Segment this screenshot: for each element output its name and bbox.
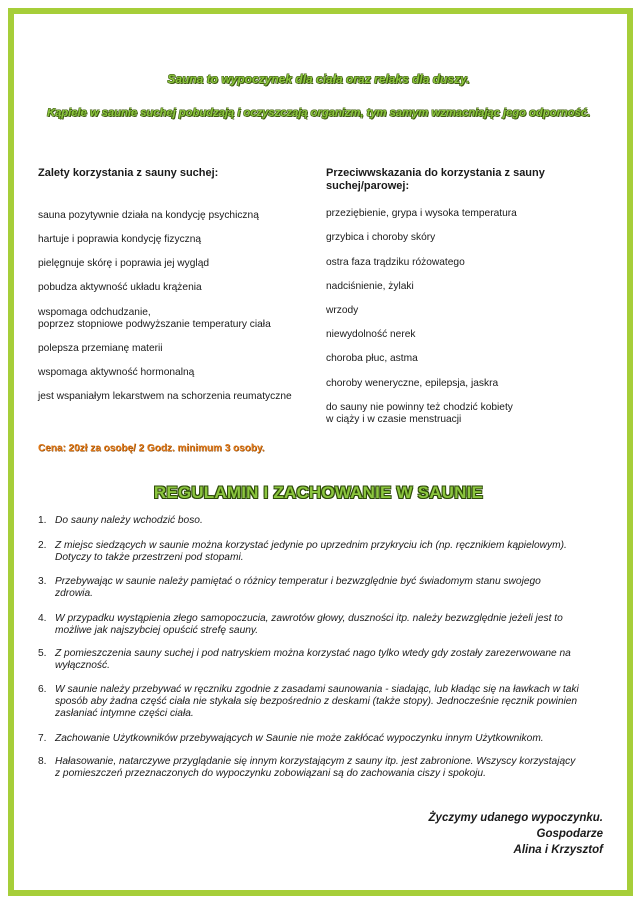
list-item: nadciśnienie, żylaki — [326, 281, 414, 292]
rule-number: 7. — [38, 733, 47, 744]
rule-text: W przypadku wystąpienia złego samopoczucia, zawrotów głowy, duszności itp. należy bezwzględnie jeżeli jest to możliwe jak najszybciej opuścić strefę sauny. — [55, 613, 563, 636]
rule-text: W saunie należy przebywać w ręczniku zgodnie z zasadami saunowania - siadając, lub kładąc się na ławkach w taki sposób aby żadna część ciała nie stykała się bezpośrednio z deskami (także stopy). Jednocześnie ręcznik powinien zasłaniać intymne części ciała. — [55, 684, 579, 719]
list-item: jest wspaniałym lekarstwem na schorzenia reumatyczne — [38, 391, 292, 402]
list-item: pielęgnuje skórę i poprawia jej wygląd — [38, 258, 210, 269]
list-item: choroba płuc, astma — [326, 353, 418, 364]
rule-text: Hałasowanie, natarczywe przyglądanie się innym korzystającym z sauny itp. jest zabronione. Wszyscy korzystający z pomieszczeń przeznaczonych do wypoczynku zobowiązani są do zachowania ciszy i spokoju. — [55, 756, 576, 779]
rule-number: 8. — [38, 756, 47, 767]
rule-number: 6. — [38, 684, 47, 695]
list-item: grzybica i choroby skóry — [326, 232, 436, 243]
advantages-column — [38, 167, 318, 402]
contraindications-column — [326, 167, 596, 425]
list-item: niewydolność nerek — [326, 329, 416, 340]
list-item: do sauny nie powinny też chodzić kobiety w ciąży i w czasie menstruacji — [326, 402, 513, 425]
rule-text: Przebywając w saunie należy pamiętać o różnicy temperatur i bezwzględnie być świadomym stanu swojego zdrowia. — [55, 576, 541, 599]
list-item: pobudza aktywność układu krążenia — [38, 282, 202, 293]
header-benefit: Kąpiele w saunie suchej pobudzają i oczyszczają organizm, tym samym wzmacniając jego odporność. — [46, 107, 591, 119]
rule-number: 3. — [38, 576, 47, 587]
price-info: Cena: 20zł za osobę/ 2 Godz. minimum 3 osoby. — [38, 443, 265, 454]
signature — [429, 810, 603, 858]
list-item: przeziębienie, grypa i wysoka temperatura — [326, 208, 517, 219]
rule-number: 1. — [38, 515, 47, 526]
signature-names: Alina i Krzysztof — [513, 844, 603, 856]
rule-text: Do sauny należy wchodzić boso. — [55, 515, 203, 526]
rule-number: 5. — [38, 648, 47, 659]
list-item: hartuje i poprawia kondycję fizyczną — [38, 234, 202, 245]
list-item: ostra faza trądziku różowatego — [326, 257, 465, 268]
list-item: wspomaga aktywność hormonalną — [38, 367, 195, 378]
header-slogan: Sauna to wypoczynek dla ciała oraz relaks dla duszy. — [167, 72, 470, 86]
rule-text: Zachowanie Użytkowników przebywających w Saunie nie może zakłócać wypoczynku innym Użytkownikom. — [55, 733, 544, 744]
list-item: polepsza przemianę materii — [38, 343, 163, 354]
rule-text: Z miejsc siedzących w saunie można korzystać jedynie po uprzednim przykryciu ich (np. ręcznikiem kąpielowym). Dotyczy to także przestrzeni pod stopami. — [55, 540, 567, 563]
list-item: sauna pozytywnie działa na kondycję psychiczną — [38, 210, 259, 221]
signature-hosts: Gospodarze — [536, 828, 603, 840]
regulations-title: REGULAMIN I ZACHOWANIE W SAUNIE — [153, 483, 484, 502]
list-item: wrzody — [326, 305, 359, 316]
list-item: choroby weneryczne, epilepsja, jaskra — [326, 378, 499, 389]
rule-text: Z pomieszczenia sauny suchej i pod natryskiem można korzystać nago tylko wtedy gdy zostały zarezerwowane na wyłączność. — [55, 648, 571, 671]
signature-greeting: Życzymy udanego wypoczynku. — [428, 812, 603, 824]
contraindications-title: Przeciwwskazania do korzystania z sauny suchej/parowej: — [326, 167, 545, 192]
rule-number: 2. — [38, 540, 47, 551]
rule-number: 4. — [38, 613, 47, 624]
advantages-title: Zalety korzystania z sauny suchej: — [38, 167, 219, 179]
list-item: wspomaga odchudzanie, poprzez stopniowe podwyższanie temperatury ciała — [38, 307, 271, 330]
